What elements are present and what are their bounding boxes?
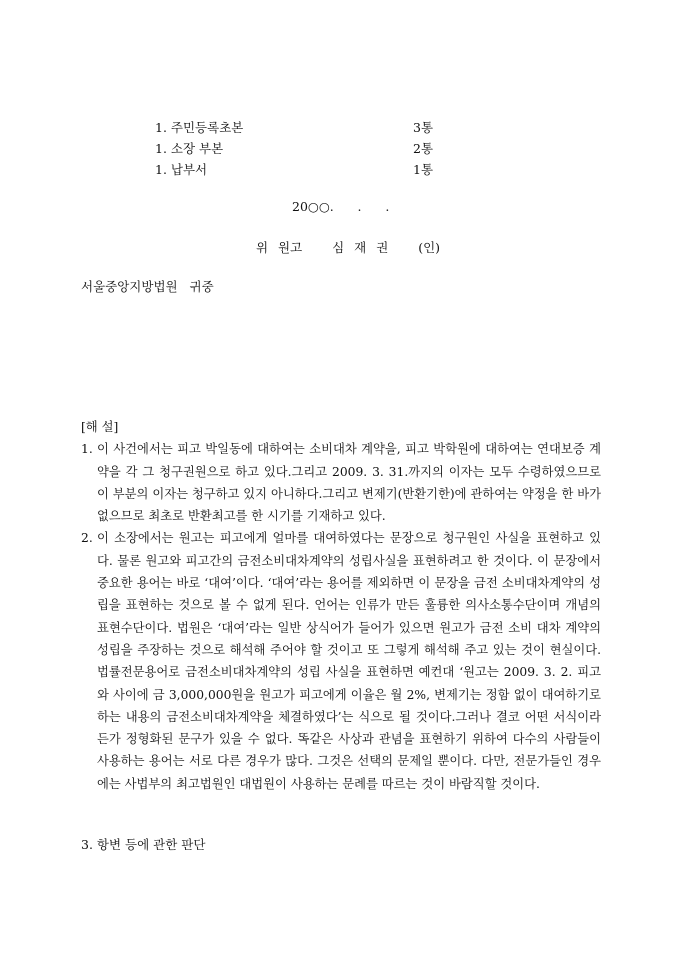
commentary-section <box>81 416 601 795</box>
commentary-item-text: 이 사건에서는 피고 박일동에 대하여는 소비대차 계약을, 피고 박학원에 대하여는 연대보증 계약을 각 그 청구권원으로 하고 있다.그리고 2009. 3. 31.까지의 이자는 모두 수령하였으므로 이 부분의 이자는 청구하고 있지 아니하다.그리고 변제기(반환기한)에 관하여는 약정을 한 바가 없으므로 최초로 반환최고를 한 시기를 기재하고 있다. <box>97 442 601 524</box>
enclosure-label: 1. 납부서 <box>155 162 208 177</box>
section-heading: 3. 항변 등에 관한 판단 <box>81 837 206 852</box>
court-addressee: 서울중앙지방법원 귀중 <box>81 279 214 294</box>
enclosure-label: 1. 주민등록초본 <box>155 120 244 135</box>
date-line: 20○○. . . <box>292 199 390 214</box>
signature-line: 위 원고 심 재 권 (인) <box>256 240 441 255</box>
enclosure-count: 1통 <box>413 162 434 177</box>
enclosure-label: 1. 소장 부본 <box>155 141 224 156</box>
commentary-heading: [해 설] <box>81 420 119 434</box>
enclosure-count: 3통 <box>413 120 434 135</box>
commentary-item-number: 1. <box>81 442 93 457</box>
commentary-item <box>81 438 601 527</box>
commentary-item-text: 이 소장에서는 원고는 피고에게 얼마를 대여하였다는 문장으로 청구원인 사실을 표현하고 있다. 물론 원고와 피고간의 금전소비대차계약의 성립사실을 표현하려고 한 것이다. 이 문장에서 중요한 용어는 바로 ‘대여’이다. ‘대여’라는 용어를 제외하면 이 문장을 금전 소비대차계약의 성립을 표현하는 것으로 볼 수 없게 된다. 언어는 인류가 만든 훌륭한 의사소통수단이며 개념의 표현수단이다. 법원은 ‘대여’라는 일반 상식어가 들어가 있으면 원고가 금전 소비 대차 계약의 성립을 주장하는 것으로 해석해 주어야 할 것이고 또 그렇게 해석해 주고 있는 것이 현실이다.법률전문용어로 금전소비대차계약의 성립 사실을 표현하면 예컨대 ‘원고는 2009. 3. 2. 피고와 사이에 금 3,000,000원을 원고가 피고에게 이율은 월 2%, 변제기는 정함 없이 대여하기로 하는 내용의 금전소비대차계약을 체결하였다’는 식으로 될 것이다.그러나 결코 어떤 서식이라든가 정형화된 문구가 있을 수 없다. 똑같은 사상과 관념을 표현하기 위하여 다수의 사람들이 사용하는 용어는 서로 다른 경우가 많다. 그것은 선택의 문제일 뿐이다. 다만, 전문가들인 경우에는 사법부의 최고법원인 대법원이 사용하는 문례를 따르는 것이 바람직할 것이다. <box>97 531 601 791</box>
commentary-item-number: 2. <box>81 531 93 546</box>
commentary-item <box>81 527 601 795</box>
enclosure-count: 2통 <box>413 141 434 156</box>
